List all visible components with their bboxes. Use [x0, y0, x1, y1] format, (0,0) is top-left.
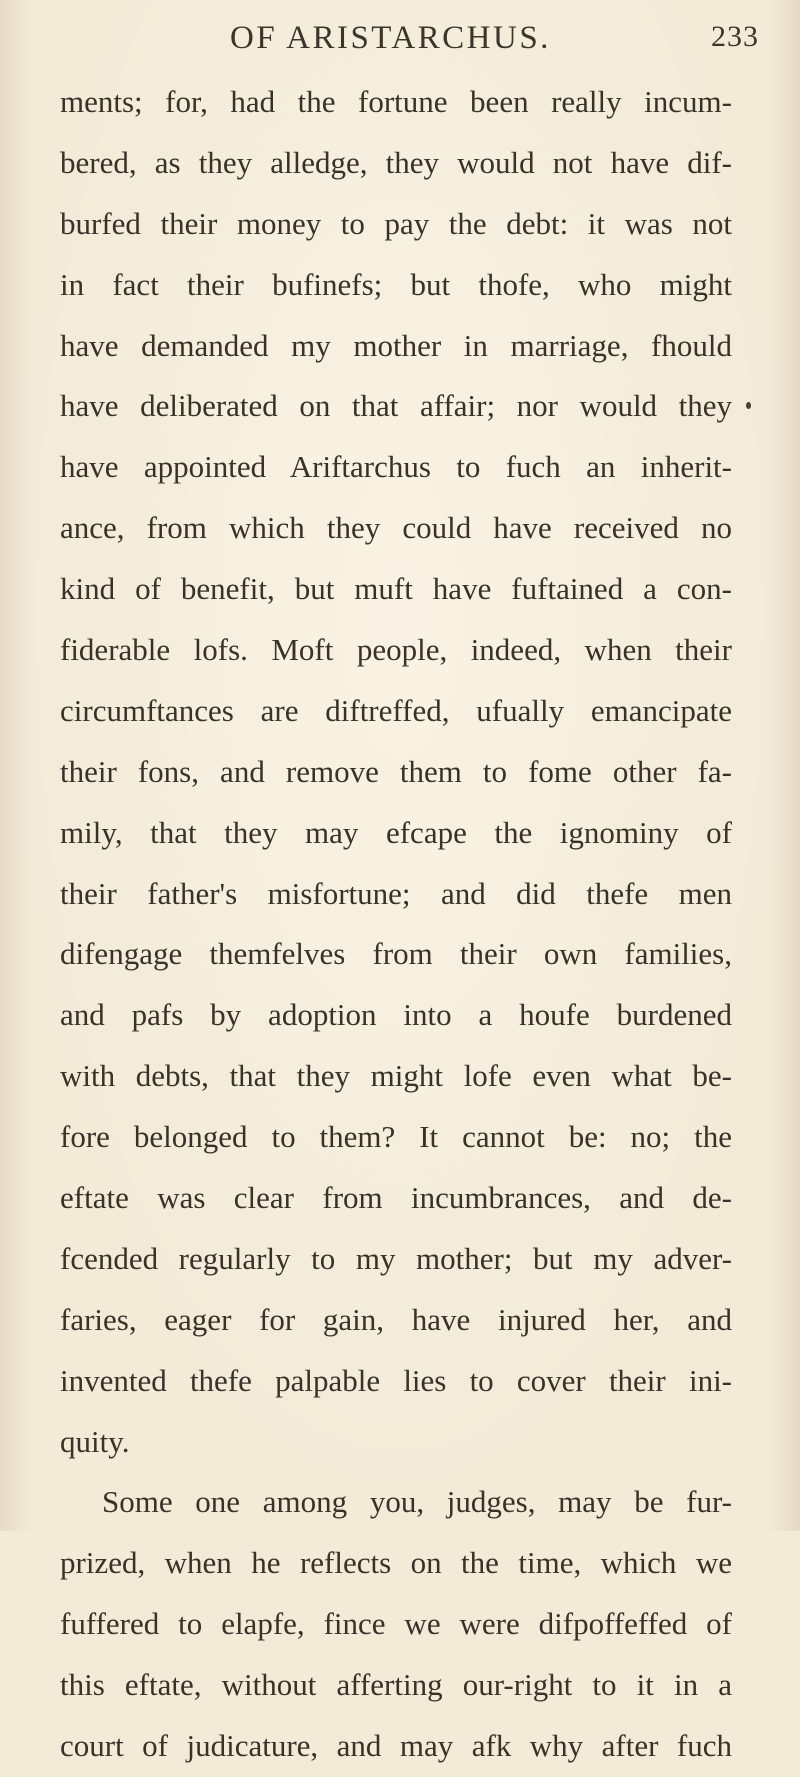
text-line: have deliberated on that affair; nor would they — [60, 388, 732, 424]
text-line: fore belonged to them? It cannot be: no; the — [60, 1119, 732, 1155]
text-line: bered, as they alledge, they would not have dif- — [60, 144, 732, 180]
text-line: mily, that they may efcape the ignominy of — [60, 814, 732, 850]
text-line: difengage themfelves from their own families, — [60, 936, 732, 972]
text-line: prized, when he reflects on the time, which we — [60, 1545, 732, 1581]
text-line: in fact their bufinefs; but thofe, who might — [60, 266, 732, 302]
text-line: circumftances are diftreffed, ufually emancipate — [60, 692, 732, 728]
text-line: eftate was clear from incumbrances, and de- — [60, 1180, 732, 1216]
body-text — [60, 72, 732, 1777]
text-line: kind of benefit, but muft have fuftained a con- — [60, 571, 732, 607]
text-line: ments; for, had the fortune been really incum- — [60, 84, 732, 119]
running-head — [0, 16, 800, 60]
margin-ink-spot — [746, 402, 751, 409]
page-number: 233 — [711, 20, 759, 53]
text-line: invented thefe palpable lies to cover their ini- — [60, 1362, 732, 1398]
text-line: fcended regularly to my mother; but my adver- — [60, 1240, 732, 1276]
text-line: court of judicature, and may afk why after fuch — [60, 1728, 732, 1764]
text-line: their fons, and remove them to fome other fa- — [60, 753, 732, 789]
text-line: with debts, that they might lofe even what be- — [60, 1058, 732, 1094]
text-line: have demanded my mother in marriage, fhould — [60, 327, 732, 363]
text-line: this eftate, without afferting our-right to it in a — [60, 1667, 732, 1703]
text-line: their father's misfortune; and did thefe men — [60, 875, 732, 911]
paragraph-end-line: quity. — [60, 1423, 130, 1459]
text-line: and pafs by adoption into a houfe burdened — [60, 997, 732, 1033]
text-line: ance, from which they could have received no — [60, 510, 732, 546]
text-line: faries, eager for gain, have injured her, and — [60, 1301, 732, 1337]
text-line: have appointed Ariftarchus to fuch an inherit- — [60, 449, 732, 485]
paragraph-start-line: Some one among you, judges, may be fur- — [102, 1484, 732, 1520]
text-line: fiderable lofs. Moft people, indeed, when their — [60, 632, 732, 668]
text-line: burfed their money to pay the debt: it was not — [60, 205, 732, 241]
text-line: fuffered to elapfe, fince we were difpoffeffed of — [60, 1606, 732, 1642]
running-head-title: OF ARISTARCHUS. — [230, 20, 551, 56]
